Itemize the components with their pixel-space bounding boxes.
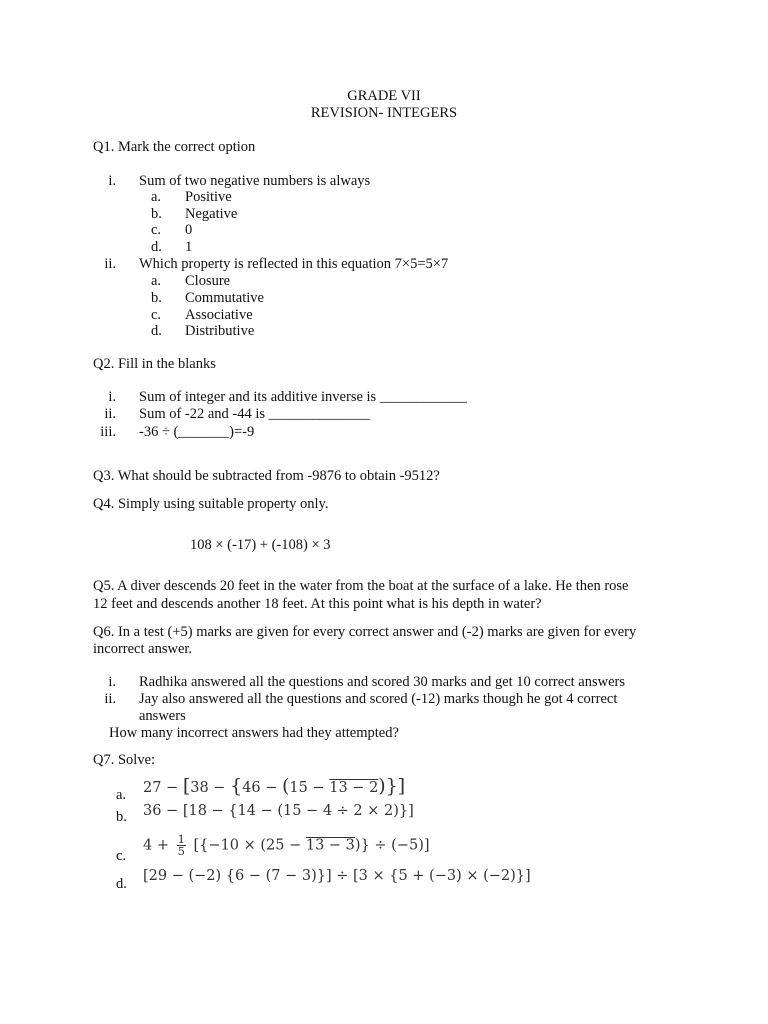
q7-expression-b: 36 − [18 − {14 − (15 − 4 ÷ 2 × 2)}] xyxy=(143,803,414,819)
q4-text: Q4. Simply using suitable property only. xyxy=(93,496,329,512)
q2-item-text: -36 ÷ (_______)=-9 xyxy=(139,424,255,440)
overline-term: 13 − 2 xyxy=(329,780,379,796)
q1-item-number: ii. xyxy=(104,256,116,272)
option-label: a. xyxy=(151,273,162,289)
page-title: REVISION- INTEGERS xyxy=(310,105,458,121)
fraction: $\frac{1}{5}$ xyxy=(177,832,185,858)
q2-item-text: Sum of integer and its additive inverse is ____________ xyxy=(139,389,467,405)
q7-label-c: c. xyxy=(116,848,127,864)
q6-line-2: incorrect answer. xyxy=(93,641,193,657)
q1-item-text: Which property is reflected in this equation 7×5=5×7 xyxy=(139,256,449,272)
option-label: a. xyxy=(151,189,162,205)
grade-heading: GRADE VII xyxy=(347,88,421,104)
option-text: Closure xyxy=(185,273,231,289)
q3-text: Q3. What should be subtracted from -9876 to obtain -9512? xyxy=(93,468,440,484)
option-label: c. xyxy=(151,222,162,238)
q2-item-number: iii. xyxy=(100,424,116,440)
q7-label-a: a. xyxy=(116,787,127,803)
q6-item-text: Radhika answered all the questions and scored 30 marks and get 10 correct answers xyxy=(139,674,625,690)
option-text: Positive xyxy=(185,189,232,205)
q7-label-d: d. xyxy=(116,876,127,892)
q6-line-1: Q6. In a test (+5) marks are given for every correct answer and (-2) marks are given for every xyxy=(93,624,637,640)
q6-item-text-continued: answers xyxy=(139,708,186,724)
q6-item-number: i. xyxy=(108,674,116,690)
option-text: Distributive xyxy=(185,323,255,339)
q1-item-text: Sum of two negative numbers is always xyxy=(139,173,371,189)
option-text: Commutative xyxy=(185,290,264,306)
q4-expression: 108 × (-17) + (-108) × 3 xyxy=(190,537,331,553)
q5-line-2: 12 feet and descends another 18 feet. At this point what is his depth in water? xyxy=(93,596,542,612)
q7-expression-a: 27 − [38 − {46 − (15 − 13 − 2)}] xyxy=(143,775,406,797)
q2-item-number: i. xyxy=(108,389,116,405)
option-label: d. xyxy=(151,239,162,255)
option-text: Negative xyxy=(185,206,238,222)
option-label: c. xyxy=(151,307,162,323)
q6-question: How many incorrect answers had they attempted? xyxy=(109,725,399,741)
option-text: Associative xyxy=(185,307,253,323)
q1-title: Q1. Mark the correct option xyxy=(93,139,256,155)
q2-title: Q2. Fill in the blanks xyxy=(93,356,216,372)
q2-item-number: ii. xyxy=(104,406,116,422)
option-text: 1 xyxy=(185,239,193,255)
q6-item-text: Jay also answered all the questions and scored (-12) marks though he got 4 correct xyxy=(139,691,618,707)
option-text: 0 xyxy=(185,222,193,238)
q6-item-number: ii. xyxy=(104,691,116,707)
option-label: b. xyxy=(151,290,162,306)
overline-term: 13 − 3 xyxy=(305,837,355,854)
q1-item-number: i. xyxy=(108,173,116,189)
q7-expression-c: 4 + $\frac{1}{5}$ [{−10 × (25 − 13 − 3)} ÷ (−5)] xyxy=(143,832,430,858)
q7-title: Q7. Solve: xyxy=(93,752,156,768)
option-label: b. xyxy=(151,206,162,222)
q7-label-b: b. xyxy=(116,809,127,825)
option-label: d. xyxy=(151,323,162,339)
q2-item-text: Sum of -22 and -44 is ______________ xyxy=(139,406,371,422)
q7-expression-d: [29 − (−2) {6 − (7 − 3)}] ÷ [3 × {5 + (−3) × (−2)}] xyxy=(143,868,531,884)
q5-line-1: Q5. A diver descends 20 feet in the water from the boat at the surface of a lake. He then rose xyxy=(93,578,629,594)
